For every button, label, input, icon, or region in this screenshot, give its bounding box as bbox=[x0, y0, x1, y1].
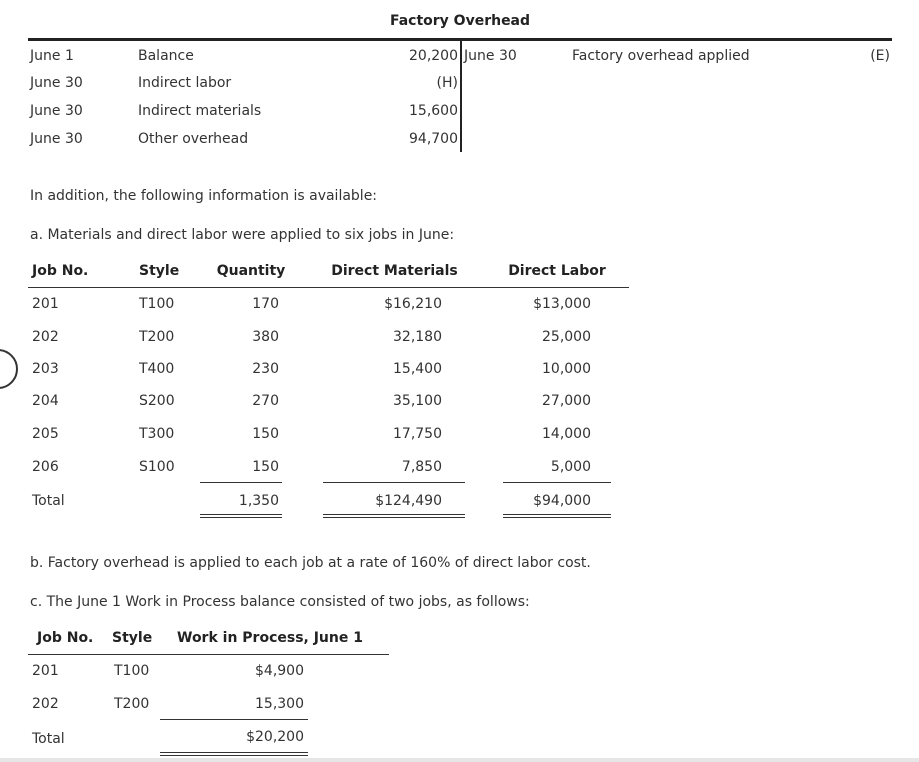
intro-text: In addition, the following information is available: bbox=[30, 188, 378, 204]
total-direct-materials: $124,490 bbox=[375, 493, 442, 509]
cell-direct-materials: $16,210 bbox=[384, 296, 442, 312]
cell-direct-materials: 32,180 bbox=[393, 329, 442, 345]
cell-job-no: 202 bbox=[32, 329, 59, 345]
cell-style: T200 bbox=[139, 329, 175, 345]
cell-style: S200 bbox=[139, 393, 175, 409]
dl-double-rule-2 bbox=[503, 517, 611, 518]
debit-date: June 30 bbox=[30, 131, 83, 147]
wip-cell-style: T200 bbox=[114, 696, 150, 712]
wip-header-rule bbox=[28, 654, 389, 655]
page-edge-circle bbox=[0, 349, 18, 389]
cell-quantity: 170 bbox=[252, 296, 279, 312]
wip-total-amount: $20,200 bbox=[246, 729, 304, 745]
debit-desc: Indirect materials bbox=[138, 103, 262, 119]
cell-quantity: 150 bbox=[252, 459, 279, 475]
debit-desc: Indirect labor bbox=[138, 75, 232, 91]
wip-double-rule-1 bbox=[160, 752, 308, 753]
header-job-no: Job No. bbox=[32, 263, 89, 279]
wip-header-style: Style bbox=[112, 630, 153, 646]
wip-header-wip: Work in Process, June 1 bbox=[177, 630, 363, 646]
cell-direct-labor: 10,000 bbox=[542, 361, 591, 377]
credit-date: June 30 bbox=[464, 48, 517, 64]
debit-amount: 94,700 bbox=[409, 131, 458, 147]
debit-date: June 30 bbox=[30, 103, 83, 119]
wip-cell-job-no: 202 bbox=[32, 696, 59, 712]
t-account-title: Factory Overhead bbox=[389, 13, 531, 29]
cell-quantity: 230 bbox=[252, 361, 279, 377]
jobs-header-rule bbox=[28, 287, 629, 288]
dl-subtotal-rule bbox=[503, 482, 611, 483]
cell-direct-materials: 17,750 bbox=[393, 426, 442, 442]
wip-cell-amount: $4,900 bbox=[255, 663, 304, 679]
header-direct-labor: Direct Labor bbox=[508, 263, 606, 279]
dm-double-rule-1 bbox=[323, 514, 465, 515]
cell-style: T300 bbox=[139, 426, 175, 442]
cell-job-no: 206 bbox=[32, 459, 59, 475]
cell-direct-labor: $13,000 bbox=[533, 296, 591, 312]
debit-desc: Other overhead bbox=[138, 131, 249, 147]
wip-total-label: Total bbox=[32, 731, 65, 747]
wip-double-rule-2 bbox=[160, 755, 308, 756]
cell-direct-materials: 7,850 bbox=[401, 459, 442, 475]
debit-desc: Balance bbox=[138, 48, 194, 64]
dl-double-rule-1 bbox=[503, 514, 611, 515]
cell-direct-labor: 5,000 bbox=[550, 459, 591, 475]
header-direct-materials: Direct Materials bbox=[331, 263, 458, 279]
dm-subtotal-rule bbox=[323, 482, 465, 483]
cell-style: T400 bbox=[139, 361, 175, 377]
cell-quantity: 380 bbox=[252, 329, 279, 345]
dm-double-rule-2 bbox=[323, 517, 465, 518]
credit-desc: Factory overhead applied bbox=[572, 48, 750, 64]
qty-double-rule-2 bbox=[200, 517, 282, 518]
total-label: Total bbox=[32, 493, 65, 509]
cell-job-no: 201 bbox=[32, 296, 59, 312]
bottom-scroll-edge bbox=[0, 758, 919, 762]
cell-job-no: 205 bbox=[32, 426, 59, 442]
cell-direct-labor: 25,000 bbox=[542, 329, 591, 345]
cell-quantity: 150 bbox=[252, 426, 279, 442]
wip-cell-job-no: 201 bbox=[32, 663, 59, 679]
debit-amount: 15,600 bbox=[409, 103, 458, 119]
debit-date: June 30 bbox=[30, 75, 83, 91]
cell-direct-labor: 27,000 bbox=[542, 393, 591, 409]
cell-direct-labor: 14,000 bbox=[542, 426, 591, 442]
total-direct-labor: $94,000 bbox=[533, 493, 591, 509]
cell-job-no: 203 bbox=[32, 361, 59, 377]
item-b-text: b. Factory overhead is applied to each job at a rate of 160% of direct labor cost. bbox=[30, 555, 591, 571]
cell-direct-materials: 15,400 bbox=[393, 361, 442, 377]
header-quantity: Quantity bbox=[216, 263, 286, 279]
header-style: Style bbox=[139, 263, 180, 279]
credit-amount: (E) bbox=[870, 48, 890, 64]
cell-style: S100 bbox=[139, 459, 175, 475]
debit-amount: 20,200 bbox=[409, 48, 458, 64]
cell-style: T100 bbox=[139, 296, 175, 312]
item-c-text: c. The June 1 Work in Process balance consisted of two jobs, as follows: bbox=[30, 594, 530, 610]
cell-direct-materials: 35,100 bbox=[393, 393, 442, 409]
qty-subtotal-rule bbox=[200, 482, 282, 483]
wip-subtotal-rule bbox=[160, 719, 308, 720]
item-a-text: a. Materials and direct labor were applied to six jobs in June: bbox=[30, 227, 455, 243]
qty-double-rule-1 bbox=[200, 514, 282, 515]
cell-job-no: 204 bbox=[32, 393, 59, 409]
debit-amount: (H) bbox=[436, 75, 458, 91]
wip-cell-amount: 15,300 bbox=[255, 696, 304, 712]
cell-quantity: 270 bbox=[252, 393, 279, 409]
wip-cell-style: T100 bbox=[114, 663, 150, 679]
wip-header-job-no: Job No. bbox=[37, 630, 94, 646]
t-account-divider bbox=[460, 38, 462, 152]
debit-date: June 1 bbox=[30, 48, 74, 64]
total-quantity: 1,350 bbox=[238, 493, 279, 509]
